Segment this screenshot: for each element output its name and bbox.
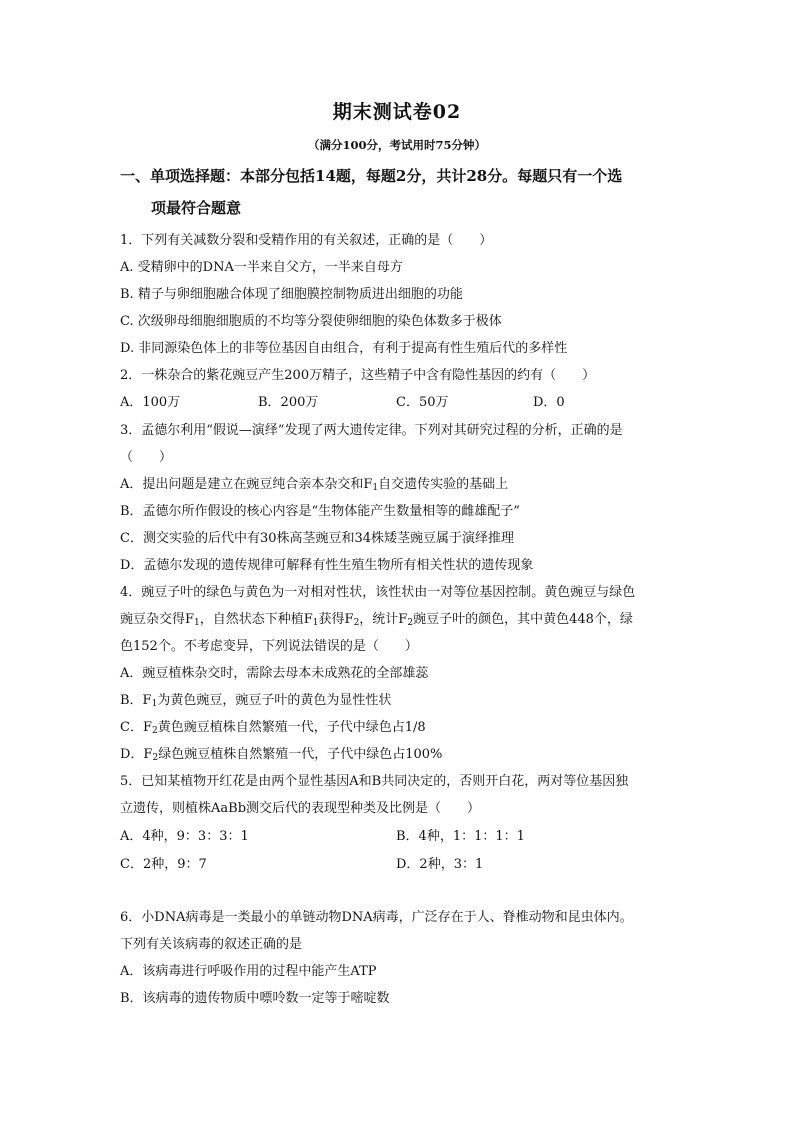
question-5-option-c: C．2种，9：7 <box>120 857 207 872</box>
question-1-option-b: B. 精子与卵细胞融合体现了细胞膜控制物质进出细胞的功能 <box>120 287 463 302</box>
question-1-option-d: D. 非同源染色体上的非等位基因自由组合，有利于提高有性生殖后代的多样性 <box>120 341 568 356</box>
question-3-option-d: D．孟德尔发现的遗传规律可解释有性生殖生物所有相关性状的遗传现象 <box>120 558 534 573</box>
question-6-option-b: B．该病毒的遗传物质中嘌呤数一定等于嘧啶数 <box>120 991 390 1006</box>
question-1-stem: 1．下列有关减数分裂和受精作用的有关叙述，正确的是（ ） <box>120 233 493 248</box>
question-3-option-a: A．提出问题是建立在豌豆纯合亲本杂交和$F_1$自交遗传实验的基础上 <box>120 477 509 493</box>
question-2-option-b: B．200万 <box>258 395 319 410</box>
question-2-option-c: C．50万 <box>396 395 449 410</box>
question-4-stem: 4．豌豆子叶的绿色与黄色为一对相对性状，该性状由一对等位基因控制。黄色豌豆与绿色 <box>120 585 636 600</box>
question-6-option-a: A．该病毒进行呼吸作用的过程中能产生ATP <box>120 964 377 979</box>
question-4-option-b: B．$F_1$为黄色豌豆，豌豆子叶的黄色为显性性状 <box>120 693 392 709</box>
question-4-stem-end: 色152个。不考虑变异，下列说法错误的是（ ） <box>120 639 418 654</box>
question-3-option-b: B．孟德尔所作假设的核心内容是“生物体能产生数量相等的雌雄配子” <box>120 504 520 519</box>
question-4-option-d: D．$F_2$绿色豌豆植株自然繁殖一代，子代中绿色占100% <box>120 747 443 763</box>
question-5-stem: 5．已知某植物开红花是由两个显性基因A和B共同决定的，否则开白花，两对等位基因独 <box>120 774 629 789</box>
question-5-option-a: A．4种，9：3：3：1 <box>120 829 249 844</box>
question-1-option-a: A. 受精卵中的DNA一半来自父方，一半来自母方 <box>120 260 403 275</box>
question-3-stem: 3．孟德尔利用“假说—演绎”发现了两大遗传定律。下列对其研究过程的分析，正确的是 <box>120 423 623 438</box>
question-5-stem-continued: 立遗传，则植株AaBb测交后代的表现型种类及比例是（ ） <box>120 801 481 816</box>
question-2-option-d: D．0 <box>533 395 565 410</box>
question-4-option-c: C．$F_2$黄色豌豆植株自然繁殖一代，子代中绿色占1/8 <box>120 720 426 736</box>
question-2-option-a: A．100万 <box>120 395 181 410</box>
page-title: 期末测试卷02 <box>332 101 462 123</box>
section-heading: 一、单项选择题：本部分包括14题，每题2分，共计28分。每题只有一个选 <box>120 167 623 185</box>
exam-info: （满分100分，考试用时75分钟） <box>307 138 486 152</box>
question-3-stem-continued: （ ） <box>120 450 173 465</box>
question-5-option-d: D．2种，3：1 <box>396 857 484 872</box>
section-heading-continued: 项最符合题意 <box>151 199 242 217</box>
question-6-stem-continued: 下列有关该病毒的叙述正确的是 <box>120 937 303 952</box>
question-3-option-c: C．测交实验的后代中有30株高茎豌豆和34株矮茎豌豆属于演绎推理 <box>120 531 515 546</box>
question-1-option-c: C. 次级卵母细胞细胞质的不均等分裂使卵细胞的染色体数多于极体 <box>120 314 502 329</box>
question-5-option-b: B．4种，1：1：1：1 <box>396 829 525 844</box>
question-4-option-a: A．豌豆植株杂交时，需除去母本未成熟花的全部雄蕊 <box>120 666 429 681</box>
question-4-stem-continued: 豌豆杂交得$F_1$，自然状态下种植$F_1$获得$F_2$，统计$F_2$豌豆子叶的颜色，其中黄色448个，绿 <box>120 612 633 628</box>
question-2-stem: 2．一株杂合的紫花豌豆产生200万精子，这些精子中含有隐性基因的约有（ ） <box>120 368 596 383</box>
question-6-stem: 6．小DNA病毒是一类最小的单链动物DNA病毒，广泛存在于人、脊椎动物和昆虫体内。 <box>120 910 633 925</box>
